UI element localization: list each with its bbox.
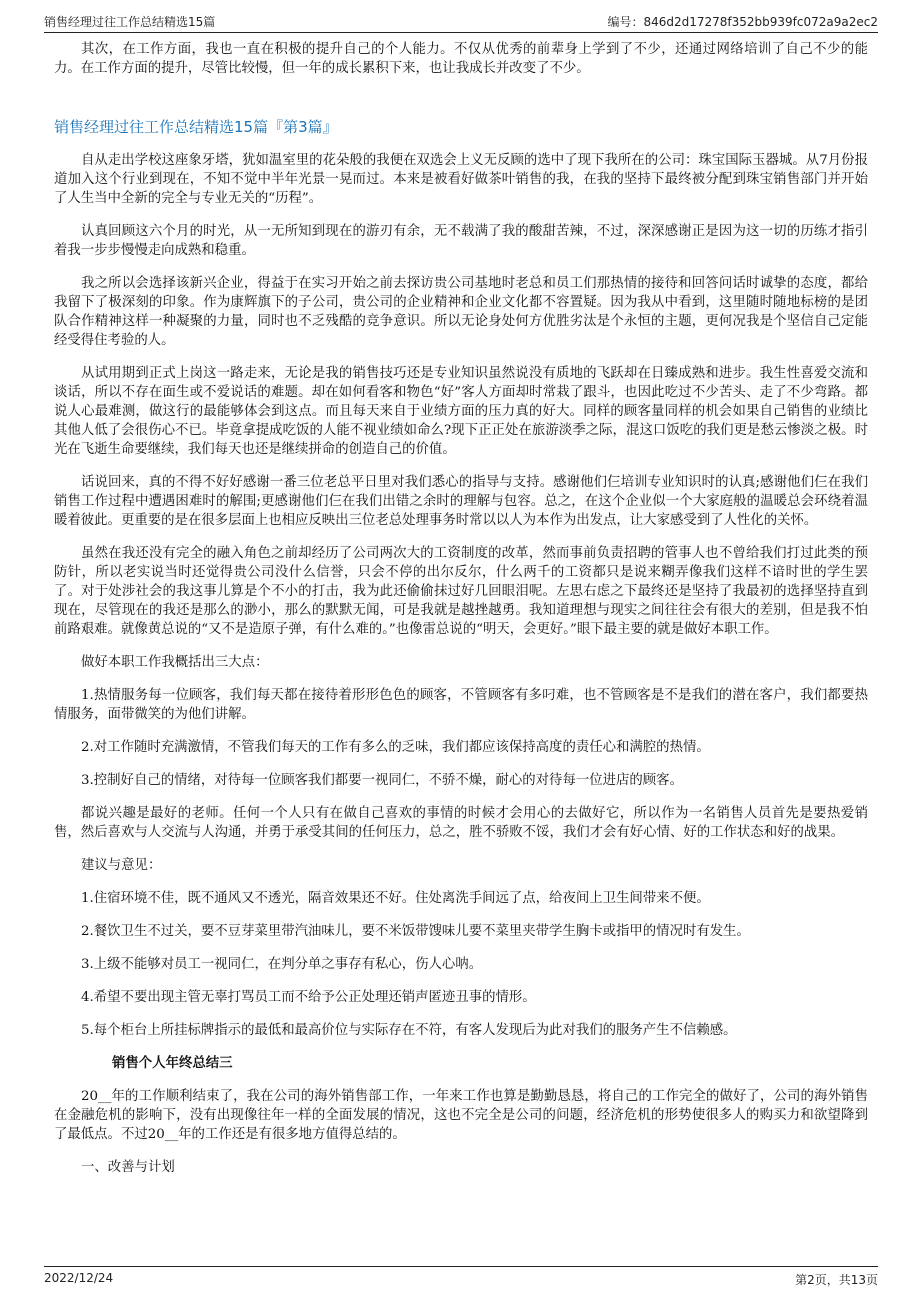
list-item: 4.希望不要出现主管无辜打骂员工而不给予公正处理还销声匿迹丑事的情形。	[81, 990, 536, 1005]
list-item: 1.热情服务每一位顾客，我们每天都在接待着形形色色的顾客，不管顾客有多叼难，也不管顾客是不是我们的潜在客户，我们都要热情服务，面带微笑的为他们讲解。	[54, 688, 868, 722]
paragraph: 20__年的工作顺利结束了，我在公司的海外销售部工作，一年来工作也算是勤勤恳恳，将自己的工作完全的做好了，公司的海外销售在金融危机的影响下，没有出现像往年一样的全面发展的情况，这也不完全是公司的问题，经济危机的形势使很多人的购买力和欲望降到了最低点。不过20__年的工作还是有很多地方值得总结的。	[54, 1089, 868, 1142]
paragraph: 建议与意见：	[81, 858, 162, 873]
paragraph: 我之所以会选择该新兴企业，得益于在实习开始之前去探访贵公司基地时老总和员工们那热情的接待和回答问话时诚挚的态度，都给我留下了极深刻的印象。作为康辉旗下的子公司，贵公司的企业精神和企业文化都不容置疑。因为我从中看到，这里随时随地标榜的是团队合作精神这样一种凝聚的力量，同时也不乏残酷的竞争意识。所以无论身处何方优胜劣汰是个永恒的主题，更何况我是个坚信自己定能经受得住考验的人。	[54, 276, 868, 348]
list-item: 3.上级不能够对员工一视同仁，在判分单之事存有私心，伤人心呐。	[81, 957, 483, 972]
document-body	[54, 40, 868, 1191]
paragraph: 话说回来，真的不得不好好感谢一番三位老总平日里对我们悉心的指导与支持。感谢他们仨培训专业知识时的认真;感谢他们仨在我们销售工作过程中遭遇困难时的解围;更感谢他们仨在我们出错之余时的理解与包容。总之，在这个企业似一个大家庭般的温暖总会环绕着温暖着彼此。更重要的是在很多层面上也相应反映出三位老总处理事务时常以以人为本作为出发点，让大家感受到了人性化的关怀。	[54, 475, 868, 528]
paragraph: 其次，在工作方面，我也一直在积极的提升自己的个人能力。不仅从优秀的前辈身上学到了不少，还通过网络培训了自己不少的能力。在工作方面的提升，尽管比较慢，但一年的成长累积下来，也让我成长并改变了不少。	[54, 42, 868, 76]
page-footer	[44, 1266, 878, 1289]
paragraph: 一、改善与计划	[81, 1160, 175, 1175]
paragraph: 虽然在我还没有完全的融入角色之前却经历了公司两次大的工资制度的改革，然而事前负责招聘的管事人也不曾给我们打过此类的预防针，所以老实说当时还觉得贵公司没什么信誉，只会不停的出尔反尔，什么两千的工资都只是说来糊弄像我们这样不谙时世的学生罢了。对于处涉社会的我这事儿算是个不小的打击，我为此还偷偷抹过好几回眼泪呢。左思右虑之下最终还是坚持了我最初的选择坚持直到现在，尽管现在的我还是那么的渺小，那么的默默无闻，可是我就是越挫越勇。我知道理想与现实之间往往会有很大的差别，但是我不怕前路艰难。就像黄总说的“又不是造原子弹，有什么难的。”也像雷总说的“明天，会更好。”眼下最主要的就是做好本职工作。	[54, 546, 868, 637]
paragraph: 从试用期到正式上岗这一路走来，无论是我的销售技巧还是专业知识虽然说没有质地的飞跃却在日臻成熟和进步。我生性喜爱交流和谈话，所以不存在面生或不爱说话的难题。却在如何看客和物色“好”客人方面却时常栽了跟斗，也因此吃过不少苦头、走了不少弯路。都说人心最难测，做这行的最能够体会到这点。而且每天来自于业绩方面的压力真的好大。同样的顾客量同样的机会如果自己销售的业绩比其他人低了会很伤心不已。毕竟拿提成吃饭的人能不视业绩如命么?现下正正处在旅游淡季之际，混这口饭吃的我们更是愁云惨淡之极。时光在飞逝生命要继续，我们每天也还是继续拼命的创造自己的价值。	[54, 366, 868, 457]
page-header	[44, 10, 878, 33]
list-item: 1.住宿环境不佳，既不通风又不透光，隔音效果还不好。住处离洗手间远了点，给夜间上卫生间带来不便。	[81, 891, 710, 906]
footer-date: 2022/12/24	[44, 1271, 114, 1285]
page-number: 第2页，共13页	[795, 1273, 878, 1287]
list-item: 2.对工作随时充满激情，不管我们每天的工作有多么的乏味，我们都应该保持高度的责任心和满腔的热情。	[81, 740, 710, 755]
paragraph: 认真回顾这六个月的时光，从一无所知到现在的游刃有余，无不载满了我的酸甜苦辣，不过，深深感谢正是因为这一切的历练才指引着我一步步慢慢走向成熟和稳重。	[54, 224, 868, 258]
list-item: 2.餐饮卫生不过关，要不豆芽菜里带汽油味儿，要不米饭带馊味儿要不菜里夹带学生胸卡或指甲的情况时有发生。	[81, 924, 750, 939]
subsection-title: 销售个人年终总结三	[112, 1056, 233, 1071]
list-item: 5.每个柜台上所挂标牌指示的最低和最高价位与实际存在不符，有客人发现后为此对我们的服务产生不信赖感。	[81, 1023, 737, 1038]
section-title: 销售经理过往工作总结精选15篇『第3篇』	[54, 118, 338, 136]
list-item: 3.控制好自己的情绪，对待每一位顾客我们都要一视同仁，不骄不燥，耐心的对待每一位进店的顾客。	[81, 773, 683, 788]
paragraph: 做好本职工作我概括出三大点：	[81, 655, 269, 670]
paragraph: 自从走出学校这座象牙塔，犹如温室里的花朵般的我便在双选会上义无反顾的选中了现下我所在的公司：珠宝国际玉器城。从7月份报道加入这个行业到现在，不知不觉中半年光景一晃而过。本来是被看好做茶叶销售的我，在我的坚持下最终被分配到珠宝销售部门并开始了人生当中全新的完全与专业无关的“历程”。	[54, 153, 868, 206]
paragraph: 都说兴趣是最好的老师。任何一个人只有在做自己喜欢的事情的时候才会用心的去做好它，所以作为一名销售人员首先是要热爱销售，然后喜欢与人交流与人沟通，并勇于承受其间的任何压力，总之，胜不骄败不馁，我们才会有好心情、好的工作状态和好的战果。	[54, 806, 868, 840]
document-title: 销售经理过往工作总结精选15篇	[44, 15, 216, 29]
document-id: 编号：846d2d17278f352bb939fc072a9a2ec2	[607, 15, 878, 29]
